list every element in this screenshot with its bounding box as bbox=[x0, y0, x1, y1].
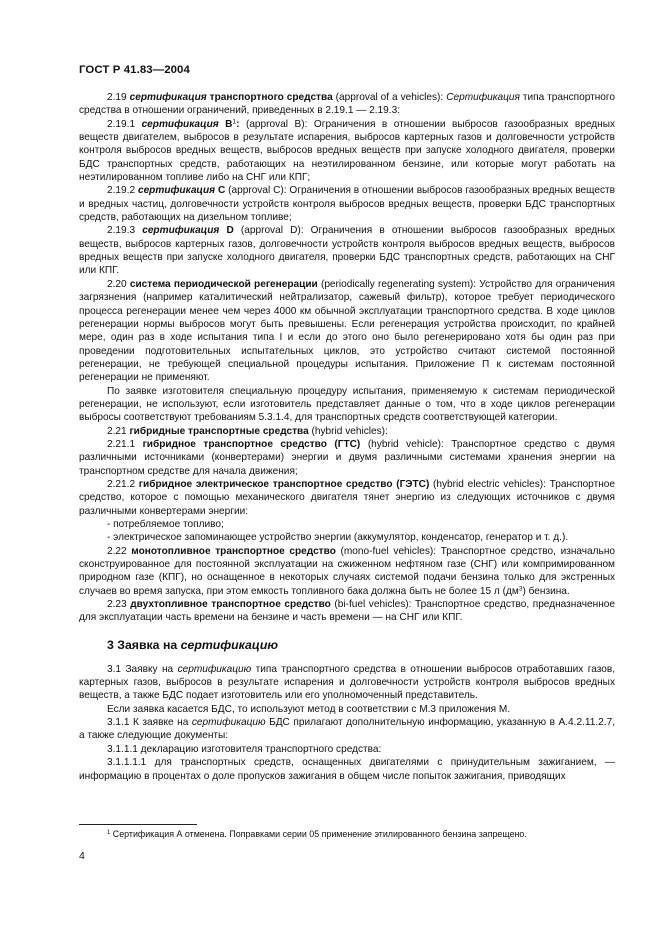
clause-2-21-2: 2.21.2 гибридное электрическое транспортное средство (ГЭТС) (hybrid electric vehicles): Транспортное средство, которое с помощью механического двигателя тянет энергию из следующих источников с двумя различными конвертерами энергии: bbox=[79, 478, 615, 517]
clause-3-1-1: 3.1.1 К заявке на сертификацию БДС прилагают дополнительную информацию, указанную в А.4.2.11.2.7, а также следующие документы: bbox=[79, 717, 616, 742]
clause-2-22: 2.22 монотопливное транспортное средство (mono-fuel vehicles): Транспортное средство, изначально сконструированное для постоянной эксплуатации на сжиженном нефтяном газе (СНГ) или компримированном природном газе (КПГ), но оснащенное в некоторых случаях системой подачи бензина только для экстренных случаев во время запуска, при этом емкость топливного бака должна быть не более 15 л $(дм^3)$ бензина. bbox=[79, 545, 616, 597]
clause-2-20: 2.20 система периодической регенерации (periodically regenerating system): Устройство для ограничения загрязнения (например каталитический нейтрализатор, сажевый фильтр), которое требует периодического процесса регенерации менее чем через 4000 км обычной эксплуатации транспортного средства. В ходе циклов регенерации нормы выбросов могут быть превышены. Если регенерация устройства происходит, по крайней мере, один раз в ходе испытания типа I и если до этого оно было регенерировано хотя бы один раз при проведении подготовительных испытательных циклов, это устройство считают системой постоянной регенерации, не требующей специальной процедуры испытания. Приложение П к системам постоянной регенерации не применяют. bbox=[79, 278, 615, 384]
main-text bbox=[79, 91, 615, 783]
list-item: - потребляемое топливо; bbox=[107, 519, 224, 530]
clause-2-20-note: По заявке изготовителя специальную процедуру испытания, применяемую к системам периодической регенерации, не используют, если изготовитель представляет данные о том, что в ходе циклов регенерации выбросы соответствуют требованиям 5.3.1.4, для транспортных средств соответствующей категории. bbox=[79, 385, 615, 424]
clause-2-19-1: 2.19.1 сертификация $B^1$: (approval B): Ограничения в отношении выбросов газообразных вредных веществ двигателем, выбросов в результате испарения, выбросов картерных газов и долговечности устройств контроля выбросов вредных веществ, выбросов вредных веществ при запуске холодного двигателя, проверки БДС транспортных средств, работающих на неэтилированном бензине, или которые могут работать на неэтилированном топливе либо на СНГ или КПГ; bbox=[79, 118, 616, 184]
clause-2-19-3: 2.19.3 сертификация D (approval D): Ограничения в отношении выбросов газообразных вредных веществ, выбросов картерных газов, долговечности устройств контроля выбросов вредных веществ, выбросов вредных веществ при запуске холодного двигателя, проверки БДС транспортных средств, работающих на СНГ или КПГ. bbox=[79, 225, 615, 277]
clause-3-1-1-1: 3.1.1.1 декларацию изготовителя транспортного средства: bbox=[107, 743, 382, 755]
clause-2-21: 2.21 гибридные транспортные средства (hybrid vehicles): bbox=[107, 425, 388, 437]
clause-2-21-1: 2.21.1 гибридное транспортное средство (ГТС) (hybrid vehicle): Транспортное средство с двумя различными источниками (конвертерами) энергии и двумя различными системами хранения энергии на транспортном средстве для начала движения; bbox=[79, 438, 616, 477]
page-number: 4 bbox=[79, 850, 85, 862]
section-heading: 3 Заявка на сертификацию bbox=[107, 637, 278, 652]
standard-header: ГОСТ Р 41.83—2004 bbox=[79, 64, 190, 76]
footnote-divider bbox=[79, 824, 197, 825]
clause-3-1: 3.1 Заявку на сертификацию типа транспортного средства в отношении выбросов отработавших газов, картерных газов, выбросов в результате испарения и долговечности устройств контроля выбросов вредных веществ, а также БДС подает изготовитель или его уполномоченный представитель. bbox=[79, 663, 615, 702]
list-item: - электрическое запоминающее устройство энергии (аккумулятор, конденсатор, генератор и т. д.). bbox=[107, 532, 569, 544]
clause-3-1-1-1-1: 3.1.1.1.1 для транспортных средств, оснащенных двигателями с принудительным зажиганием, — информацию в процентах о доле пропусков зажигания в общем числе попыток зажигания, приводящих bbox=[79, 757, 615, 782]
footnote: $^1$ Сертификация А отменена. Поправками серии 05 применение этилированного бензина запрещено. bbox=[107, 829, 527, 839]
clause-2-19: 2.19 сертификация транспортного средства (approval of a vehicles): Сертификация типа транспортного средства в отношении ограничений, приведенных в 2.19.1 — 2.19.3: bbox=[79, 92, 615, 117]
clause-2-19-2: 2.19.2 сертификация С (approval C): Ограничения в отношении выбросов газообразных вредных веществ и вредных частиц, долговечности устройств контроля выбросов вредных веществ, проверки БДС транспортных средств, работающих на дизельном топливе; bbox=[79, 185, 616, 224]
clause-3-1-note: Если заявка касается БДС, то используют метод в соответствии с М.3 приложения М. bbox=[107, 703, 511, 715]
clause-2-23: 2.23 двухтопливное транспортное средство (bi-fuel vehicles): Транспортное средство, предназначенное для эксплуатации часть времени на бензине и часть времени — на СНГ или КПГ. bbox=[79, 599, 616, 624]
footnote-ref: 1 bbox=[232, 118, 237, 126]
